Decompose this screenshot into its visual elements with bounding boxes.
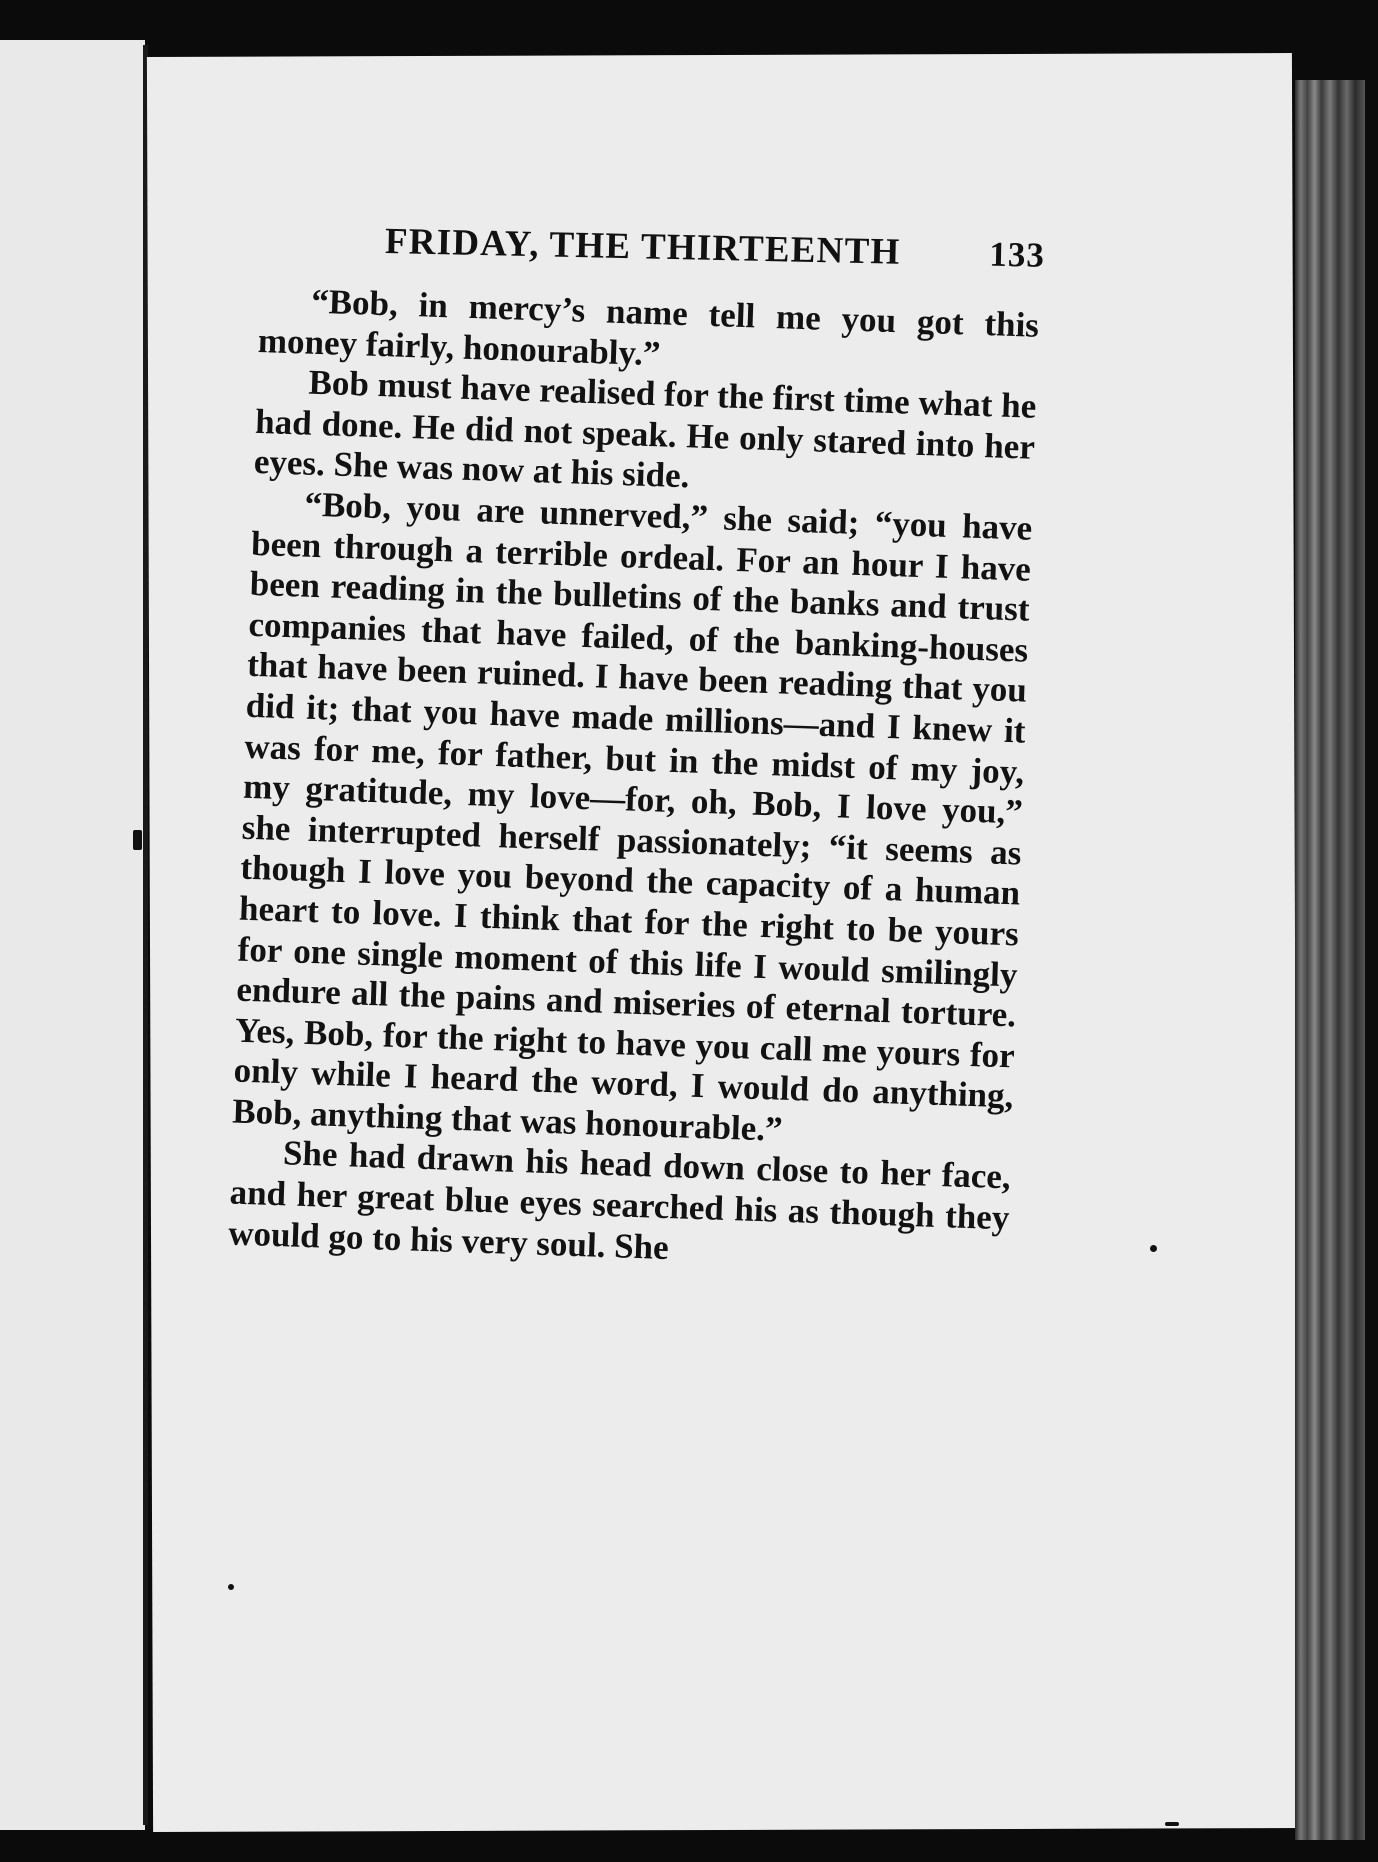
chapter-title: FRIDAY, THE THIRTEENTH <box>384 221 901 273</box>
paragraph: “Bob, you are unnerved,” she said; “you have been through a terrible ordeal. For an hour I have been reading in the bulletins of the banks and trust companies that have failed, of the banking-houses that have been ruined. I have been reading that you did it; that you have made millions—and I knew it was for me, for father, but in the midst of my joy, my gratitude, my love—for, oh, Bob, I love you,” she interrupted herself passionately; “it seems as though I love you beyond the capacity of a human heart to love. I think that for the right to be yours for one single moment of this life I would smilingly endure all the pains and miseries of eternal torture. Yes, Bob, for the right to have you call me yours for only while I heard the word, I would do anything, Bob, anything that was honourable.” <box>231 484 1033 1149</box>
body-text <box>228 280 1040 1280</box>
paragraph: Bob must have realised for the first time what he had done. He did not speak. He only stared into her eyes. She was now at his side. <box>253 362 1037 496</box>
scan-speck <box>1165 1822 1179 1826</box>
facing-page-margin <box>0 40 145 1830</box>
page-edges <box>1295 80 1365 1840</box>
scan-speck <box>1150 1245 1157 1252</box>
paragraph: She had drawn his head down close to her face, and her great blue eyes searched his as though they would go to his very soul. She <box>227 1133 1012 1267</box>
scan-speck <box>228 1584 234 1590</box>
page-number: 133 <box>988 234 1046 275</box>
paragraph: “Bob, in mercy’s name tell me you got this money fairly, honourably.” <box>257 281 1040 373</box>
scan-speck <box>133 830 142 850</box>
